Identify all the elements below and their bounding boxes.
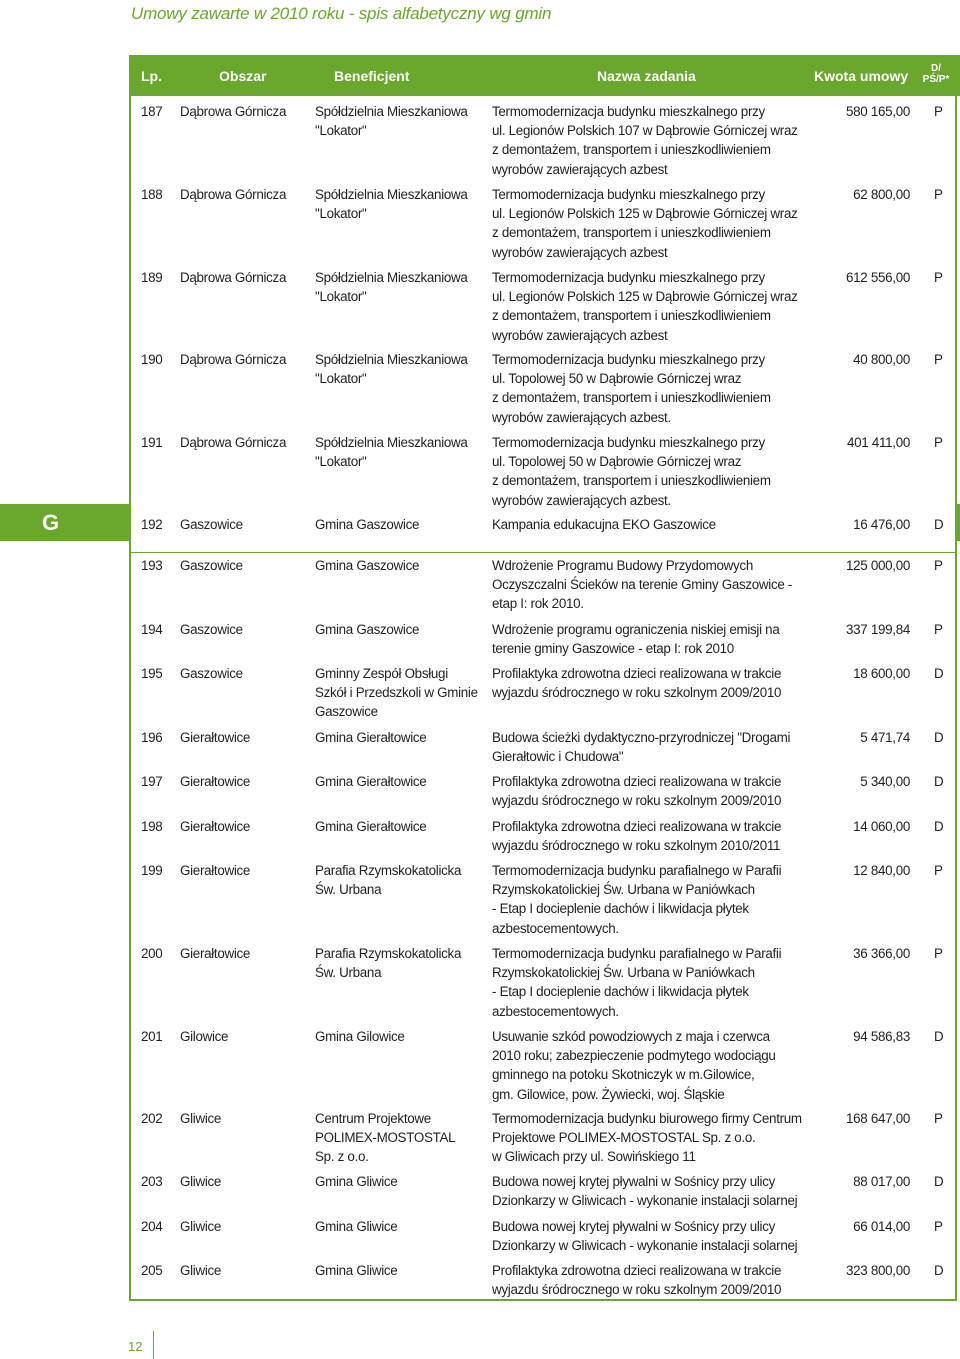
row-dp: D [934, 819, 944, 834]
row-kwota: 14 060,00 [853, 819, 910, 834]
row-nazwa [492, 556, 804, 614]
row-obszar: Gaszowice [180, 666, 243, 681]
row-lp: 199 [141, 863, 163, 878]
row-beneficjent-line: Gmina Gierałtowice [315, 730, 427, 745]
row-beneficjent [315, 772, 485, 791]
row-dp: D [934, 666, 944, 681]
row-nazwa-line: wyrobów zawierających azbest [492, 244, 668, 260]
row-lp: 195 [141, 666, 163, 681]
row-kwota: 125 000,00 [845, 558, 910, 573]
row-nazwa-line: Budowa nowej krytej pływalni w Sośnicy przy ulicy [492, 1219, 775, 1234]
row-dp: P [934, 1219, 943, 1234]
row-nazwa-line: Dzionkarzy w Gliwicach - wykonanie instalacji solarnej [492, 1193, 798, 1209]
row-nazwa-line: ul. Legionów Polskich 107 w Dąbrowie Górniczej wraz [492, 123, 798, 139]
row-nazwa-line: z demontażem, transportem i unieszkodliwieniem [492, 225, 771, 241]
row-nazwa-line: z demontażem, transportem i unieszkodliwieniem [492, 308, 771, 324]
row-nazwa [492, 1109, 804, 1167]
row-nazwa-line: azbestocementowych. [492, 1003, 619, 1019]
row-nazwa [492, 1261, 804, 1299]
row-lp: 197 [141, 774, 163, 789]
row-nazwa [492, 1172, 804, 1210]
row-nazwa-line: Profilaktyka zdrowotna dzieci realizowana w trakcie [492, 1263, 782, 1278]
row-lp: 196 [141, 730, 163, 745]
row-nazwa-line: Rzymskokatolickiej Św. Urbana w Paniówkach [492, 965, 755, 981]
row-beneficjent-line: "Lokator" [315, 206, 367, 222]
row-nazwa [492, 268, 804, 345]
row-nazwa-line: ul. Legionów Polskich 125 w Dąbrowie Górniczej wraz [492, 289, 798, 305]
row-kwota: 88 017,00 [853, 1174, 910, 1189]
row-nazwa-line: Wdrożenie programu ograniczenia niskiej emisji na [492, 622, 780, 637]
row-nazwa-line: wyjazdu śródrocznego w roku szkolnym 2009/2010 [492, 685, 782, 701]
row-nazwa [492, 620, 804, 658]
row-beneficjent [315, 1109, 485, 1167]
row-beneficjent-line: Gmina Gliwice [315, 1174, 398, 1189]
row-kwota: 36 366,00 [853, 946, 910, 961]
row-dp: D [934, 1263, 944, 1278]
row-beneficjent-line: Gmina Gierałtowice [315, 774, 427, 789]
row-obszar: Gliwice [180, 1111, 222, 1126]
row-beneficjent-line: Spółdzielnia Mieszkaniowa [315, 352, 468, 367]
row-nazwa-line: wyrobów zawierających azbest. [492, 409, 671, 425]
row-nazwa [492, 772, 804, 810]
row-nazwa [492, 728, 804, 766]
row-nazwa-line: Rzymskokatolickiej Św. Urbana w Paniówkach [492, 882, 755, 898]
header-lp: Lp. [141, 68, 162, 84]
row-lp: 191 [141, 435, 163, 450]
row-nazwa-line: Profilaktyka zdrowotna dzieci realizowana w trakcie [492, 666, 782, 681]
row-nazwa-line: etap I: rok 2010. [492, 596, 584, 612]
row-lp: 188 [141, 187, 163, 202]
row-lp: 190 [141, 352, 163, 367]
row-nazwa-line: Termomodernizacja budynku mieszkalnego przy [492, 435, 765, 450]
row-kwota: 612 556,00 [845, 270, 910, 285]
header-dp-line2: PŚ/P* [922, 74, 950, 85]
row-dp: P [934, 863, 943, 878]
header-dp [916, 63, 956, 85]
row-kwota: 5 471,74 [860, 730, 910, 745]
row-nazwa [492, 664, 804, 702]
row-beneficjent-line: Gmina Gilowice [315, 1029, 405, 1044]
row-nazwa-line: Termomodernizacja budynku mieszkalnego przy [492, 187, 765, 202]
row-nazwa-line: Kampania edukacujna EKO Gaszowice [492, 517, 716, 532]
row-beneficjent-line: Gmina Gliwice [315, 1263, 398, 1278]
row-beneficjent [315, 728, 485, 747]
row-nazwa-line: Profilaktyka zdrowotna dzieci realizowana w trakcie [492, 819, 782, 834]
row-nazwa-line: wyjazdu śródrocznego w roku szkolnym 2009/2010 [492, 1282, 782, 1298]
row-nazwa-line: Projektowe POLIMEX-MOSTOSTAL Sp. z o.o. [492, 1130, 756, 1146]
row-nazwa-line: gm. Gilowice, pow. Żywiecki, woj. Śląskie [492, 1086, 725, 1102]
row-beneficjent-line: Gmina Gaszowice [315, 622, 420, 637]
row-dp: P [934, 1111, 943, 1126]
row-nazwa-line: Wdrożenie Programu Budowy Przydomowych [492, 558, 753, 573]
row-beneficjent-line: Spółdzielnia Mieszkaniowa [315, 187, 468, 202]
row-beneficjent [315, 620, 485, 639]
row-nazwa-line: Budowa ścieżki dydaktyczno-przyrodniczej "Drogami [492, 730, 791, 745]
page-title: Umowy zawarte w 2010 roku - spis alfabetyczny wg gmin [131, 4, 552, 23]
row-beneficjent-line: POLIMEX-MOSTOSTAL [315, 1130, 456, 1146]
row-obszar: Gliwice [180, 1263, 222, 1278]
row-beneficjent-line: "Lokator" [315, 289, 367, 305]
row-beneficjent-line: Spółdzielnia Mieszkaniowa [315, 435, 468, 450]
row-kwota: 40 800,00 [853, 352, 910, 367]
row-kwota: 323 800,00 [845, 1263, 910, 1278]
row-lp: 189 [141, 270, 163, 285]
row-nazwa [492, 1027, 804, 1104]
row-obszar: Gliwice [180, 1219, 222, 1234]
row-nazwa-line: wyjazdu śródrocznego w roku szkolnym 2010/2011 [492, 838, 781, 854]
row-beneficjent [315, 1172, 485, 1191]
row-obszar: Gierałtowice [180, 730, 251, 745]
row-nazwa-line: z demontażem, transportem i unieszkodliwieniem [492, 390, 771, 406]
row-dp: P [934, 435, 943, 450]
row-lp: 192 [141, 517, 163, 532]
row-dp: P [934, 352, 943, 367]
row-nazwa-line: Oczyszczalni Ścieków na terenie Gminy Gaszowice - [492, 577, 793, 593]
row-beneficjent [315, 268, 485, 306]
row-dp: D [934, 517, 944, 532]
row-beneficjent [315, 664, 485, 722]
header-nazwa: Nazwa zadania [597, 68, 696, 84]
row-nazwa-line: terenie gminy Gaszowice - etap I: rok 2010 [492, 641, 734, 657]
row-beneficjent-line: Św. Urbana [315, 965, 382, 981]
row-nazwa [492, 861, 804, 938]
row-nazwa-line: Usuwanie szkód powodziowych z maja i czerwca [492, 1029, 770, 1044]
row-beneficjent-line: Parafia Rzymskokatolicka [315, 946, 462, 961]
row-kwota: 337 199,84 [845, 622, 910, 637]
row-beneficjent-line: Spółdzielnia Mieszkaniowa [315, 270, 468, 285]
row-obszar: Dąbrowa Górnicza [180, 352, 287, 367]
row-dp: D [934, 1174, 944, 1189]
row-obszar: Gierałtowice [180, 774, 251, 789]
row-dp: P [934, 187, 943, 202]
row-obszar: Dąbrowa Górnicza [180, 187, 287, 202]
page-number-divider [153, 1331, 154, 1359]
row-kwota: 12 840,00 [853, 863, 910, 878]
header-beneficjent: Beneficjent [334, 68, 410, 84]
row-beneficjent-line: "Lokator" [315, 371, 367, 387]
row-nazwa-line: - Etap I docieplenie dachów i likwidacja płytek [492, 984, 749, 1000]
row-beneficjent-line: Szkół i Przedszkoli w Gminie [315, 685, 478, 701]
row-beneficjent-line: Gmina Gaszowice [315, 517, 420, 532]
row-beneficjent-line: Św. Urbana [315, 882, 382, 898]
row-beneficjent-line: Gmina Gierałtowice [315, 819, 427, 834]
row-lp: 193 [141, 558, 163, 573]
row-obszar: Gaszowice [180, 558, 243, 573]
row-nazwa-line: wyjazdu śródrocznego w roku szkolnym 2009/2010 [492, 793, 782, 809]
row-lp: 200 [141, 946, 163, 961]
row-beneficjent-line: Centrum Projektowe [315, 1111, 431, 1126]
row-obszar: Gliwice [180, 1174, 222, 1189]
row-kwota: 66 014,00 [853, 1219, 910, 1234]
row-beneficjent [315, 515, 485, 534]
row-nazwa [492, 817, 804, 855]
page-number: 12 [128, 1339, 143, 1354]
row-kwota: 168 647,00 [845, 1111, 910, 1126]
row-beneficjent [315, 433, 485, 471]
row-kwota: 16 476,00 [853, 517, 910, 532]
row-nazwa-line: Budowa nowej krytej pływalni w Sośnicy przy ulicy [492, 1174, 775, 1189]
row-lp: 187 [141, 104, 163, 119]
row-beneficjent-line: Sp. z o.o. [315, 1149, 369, 1165]
row-obszar: Gierałtowice [180, 863, 251, 878]
row-obszar: Gaszowice [180, 517, 243, 532]
row-nazwa-line: wyrobów zawierających azbest [492, 327, 668, 343]
row-nazwa-line: Termomodernizacja budynku mieszkalnego przy [492, 352, 765, 367]
row-nazwa-line: Termomodernizacja budynku mieszkalnego przy [492, 270, 765, 285]
row-nazwa-line: wyrobów zawierających azbest. [492, 492, 671, 508]
row-kwota: 94 586,83 [853, 1029, 910, 1044]
row-nazwa-line: w Gliwicach przy ul. Sowińskiego 11 [492, 1149, 696, 1165]
row-nazwa-line: ul. Legionów Polskich 125 w Dąbrowie Górniczej wraz [492, 206, 798, 222]
row-lp: 198 [141, 819, 163, 834]
row-obszar: Dąbrowa Górnicza [180, 104, 287, 119]
row-kwota: 580 165,00 [845, 104, 910, 119]
row-beneficjent [315, 556, 485, 575]
row-obszar: Dąbrowa Górnicza [180, 270, 287, 285]
section-letter: G [42, 510, 60, 535]
row-beneficjent [315, 185, 485, 223]
row-nazwa [492, 944, 804, 1021]
row-lp: 201 [141, 1029, 163, 1044]
row-dp: P [934, 104, 943, 119]
row-nazwa [492, 185, 804, 262]
row-lp: 194 [141, 622, 163, 637]
row-nazwa [492, 433, 804, 510]
row-obszar: Dąbrowa Górnicza [180, 435, 287, 450]
row-obszar: Gierałtowice [180, 946, 251, 961]
row-nazwa-line: z demontażem, transportem i unieszkodliwieniem [492, 473, 771, 489]
row-kwota: 62 800,00 [853, 187, 910, 202]
row-beneficjent [315, 1027, 485, 1046]
row-nazwa-line: z demontażem, transportem i unieszkodliwieniem [492, 142, 771, 158]
row-nazwa-line: Gierałtowic i Chudowa" [492, 749, 624, 765]
table-header [129, 55, 960, 96]
row-nazwa-line: Termomodernizacja budynku mieszkalnego przy [492, 104, 765, 119]
row-obszar: Gilowice [180, 1029, 229, 1044]
row-nazwa-line: ul. Topolowej 50 w Dąbrowie Górniczej wraz [492, 371, 742, 387]
row-dp: P [934, 558, 943, 573]
row-beneficjent-line: Parafia Rzymskokatolicka [315, 863, 462, 878]
row-dp: P [934, 622, 943, 637]
row-beneficjent [315, 817, 485, 836]
row-obszar: Gierałtowice [180, 819, 251, 834]
row-nazwa-line: azbestocementowych. [492, 920, 619, 936]
row-obszar: Gaszowice [180, 622, 243, 637]
header-dp-line1: D/ [931, 63, 941, 74]
row-beneficjent-line: "Lokator" [315, 454, 367, 470]
row-nazwa-line: Profilaktyka zdrowotna dzieci realizowana w trakcie [492, 774, 782, 789]
row-separator [131, 552, 957, 553]
row-kwota: 401 411,00 [846, 435, 910, 450]
row-lp: 203 [141, 1174, 163, 1189]
row-beneficjent-line: Gmina Gaszowice [315, 558, 420, 573]
row-lp: 202 [141, 1111, 163, 1126]
row-beneficjent [315, 1261, 485, 1280]
row-nazwa-line: gminnego na potoku Skotniczyk w m.Gilowice, [492, 1067, 755, 1083]
row-beneficjent-line: "Lokator" [315, 123, 367, 139]
row-nazwa-line: Dzionkarzy w Gliwicach - wykonanie instalacji solarnej [492, 1238, 798, 1254]
header-obszar: Obszar [219, 68, 267, 84]
row-nazwa [492, 1217, 804, 1255]
row-nazwa-line: - Etap I docieplenie dachów i likwidacja płytek [492, 901, 749, 917]
row-beneficjent [315, 861, 485, 899]
row-dp: D [934, 1029, 944, 1044]
row-nazwa [492, 350, 804, 427]
row-nazwa-line: Termomodernizacja budynku parafialnego w Parafii [492, 946, 782, 961]
row-dp: P [934, 270, 943, 285]
row-lp: 205 [141, 1263, 163, 1278]
row-kwota: 5 340,00 [860, 774, 910, 789]
row-beneficjent [315, 944, 485, 982]
row-kwota: 18 600,00 [853, 666, 910, 681]
row-beneficjent [315, 350, 485, 388]
row-dp: P [934, 946, 943, 961]
row-beneficjent-line: Gminny Zespół Obsługi [315, 666, 448, 681]
row-nazwa [492, 515, 804, 534]
row-dp: D [934, 774, 944, 789]
row-beneficjent [315, 1217, 485, 1236]
header-kwota: Kwota umowy [814, 68, 909, 84]
row-nazwa [492, 102, 804, 179]
row-nazwa-line: ul. Topolowej 50 w Dąbrowie Górniczej wraz [492, 454, 742, 470]
row-dp: D [934, 730, 944, 745]
row-beneficjent-line: Gmina Gliwice [315, 1219, 398, 1234]
row-nazwa-line: 2010 roku; zabezpieczenie podmytego wodociągu [492, 1048, 776, 1064]
row-nazwa-line: Termomodernizacja budynku biurowego firmy Centrum [492, 1111, 802, 1126]
row-nazwa-line: Termomodernizacja budynku parafialnego w Parafii [492, 863, 782, 878]
row-beneficjent-line: Spółdzielnia Mieszkaniowa [315, 104, 468, 119]
row-beneficjent [315, 102, 485, 140]
row-beneficjent-line: Gaszowice [315, 704, 378, 720]
row-nazwa-line: wyrobów zawierających azbest [492, 161, 668, 177]
row-lp: 204 [141, 1219, 163, 1234]
